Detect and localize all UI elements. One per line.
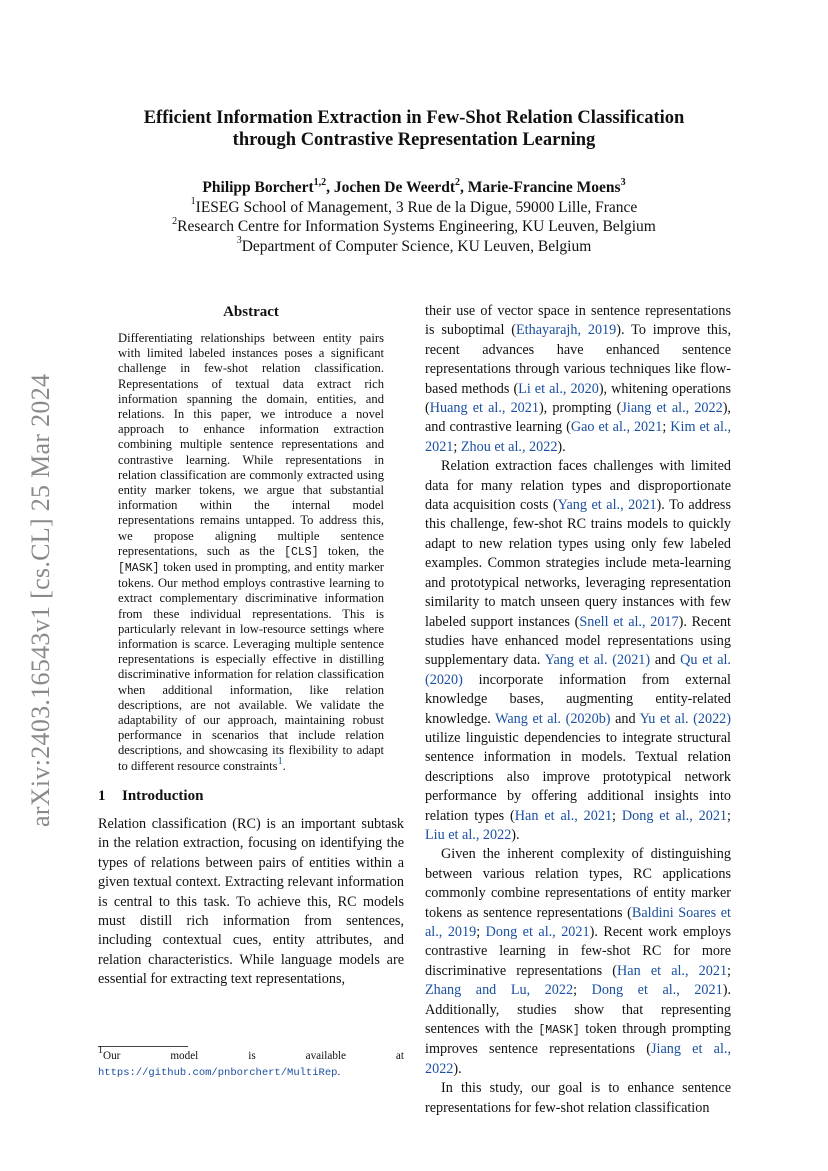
citation-link[interactable]: Li et al., 2020 [518,380,599,397]
author-2-affil: 2 [455,176,461,188]
intro-paragraph-1: Relation classification (RC) is an important subtask in the relation extraction, focusing on identifying the types of relations between pairs of entities within a given textual context. Extracting relevant information is central to this task. To achieve this, RC models must distill rich information from sentences, including contextual cues, entity attributes, and relation characteristics. While language models are essential for extracting text representations, [98,815,404,988]
abstract-heading: Abstract [223,304,279,320]
author-1-affil: 1,2 [313,176,327,188]
citation-link[interactable]: Gao et al., 2021 [570,419,663,436]
left-column [98,302,404,990]
footnote-divider [98,1046,188,1047]
footnote-mark: 1 [98,1045,103,1057]
right-column [425,302,731,1118]
citation-link[interactable]: Kim et al., 2021 [425,419,731,455]
author-3: Marie-Francine Moens [467,179,621,196]
right-paragraph-4: In this study, our goal is to enhance sentence representations for few-shot relation classification [425,1080,731,1116]
citation-link[interactable]: Zhang and Lu, 2022 [425,982,574,999]
citation-link[interactable]: Dong et al., 2021 [591,982,723,999]
citation-link[interactable]: Yang et al. (2021) [544,652,651,669]
citation-link[interactable]: Baldini Soares et al., 2019 [425,904,731,940]
citation-link[interactable]: Han et al., 2021 [617,962,728,979]
right-paragraph-2: Relation extraction faces challenges with limited data for many relation types and disproportionate data acquisition costs (Yang et al., 2021). To address this challenge, few-shot RC trains models to quickly adapt to new relation types using only few labeled examples. Common strategies include meta-learning and prototypical networks, leveraging representation similarity to match unseen query instances with few labeled support instances (Snell et al., 2017). Recent studies have enhanced model representations using supplementary data. Yang et al. (2021) and Qu et al. (2020) incorporate information from external knowledge bases, augmenting entity-related knowledge. Wang et al. (2020b) and Yu et al. (2022) utilize linguistic dependencies to integrate structural sentence information in models. Textual relation descriptions also improve prototypical network performance by offering additional insights into relation types (Han et al., 2021; Dong et al., 2021; Liu et al., 2022). [425,458,731,843]
abstract-text: Differentiating relationships between entity pairs with limited labeled instances poses a significant challenge in few-shot relation classification. Representations of textual data extract rich information spanning the domain, entities, and relations. In this paper, we introduce a novel approach to enhance information extraction combining multiple sentence representations and contrastive learning. While representations in relation classification are commonly extracted using entity marker tokens, we argue that substantial information within the internal model representations remains untapped. To address this, we propose aligning multiple sentence representations, such as the [CLS] token, the [MASK] token used in prompting, and entity marker tokens. Our method employs contrastive learning to extract complementary discriminative information from these individual representations. This is particularly relevant in low-resource settings where information is scarce. Leveraging multiple sentence representations is especially effective in distilling discriminative information for relation classification when additional information, like relation descriptions, are not available. We validate the adaptability of our approach, maintaining robust performance in scenarios that include relation descriptions, and showcasing its flexibility to adapt to different resource constraints$^1$. [118,331,384,773]
affiliation-3: $^3$Department of Computer Science, KU Leuven, Belgium [236,235,592,255]
citation-link[interactable]: Jiang et al., 2022 [621,400,723,417]
citation-link[interactable]: Snell et al., 2017 [579,613,679,630]
citation-link[interactable]: Jiang et al., 2022 [425,1041,731,1077]
section-heading-introduction: 1 Introduction [98,787,204,804]
citation-link[interactable]: Liu et al., 2022 [425,826,512,843]
footnote-ref[interactable]: 1 [277,755,283,767]
author-1: Philipp Borchert [202,179,314,196]
citation-link[interactable]: Huang et al., 2021 [429,400,539,417]
citation-link[interactable]: Dong et al., 2021 [485,924,590,940]
paper-title-line-2: through Contrastive Representation Learning [232,130,596,150]
cls-token: [CLS] [284,545,319,559]
author-2: Jochen De Weerdt [333,179,456,196]
arxiv-identifier: arXiv:2403.16543v1 [cs.CL] 25 Mar 2024 [26,373,55,827]
citation-link[interactable]: Ethayarajh, 2019 [516,322,617,339]
paper-title-line-1: Efficient Information Extraction in Few-Shot Relation Classification [143,108,685,128]
mask-token: [MASK] [538,1024,580,1038]
citation-link[interactable]: Zhou et al., 2022 [460,438,558,455]
citation-link[interactable]: Yu et al. (2022) [639,710,731,727]
right-paragraph-1: their use of vector space in sentence representations is suboptimal (Ethayarajh, 2019). To improve this, recent advances have enhanced sentence representations through various techniques like flow-based methods (Li et al., 2020), whitening operations (Huang et al., 2021), prompting (Jiang et al., 2022), and contrastive learning (Gao et al., 2021; Kim et al., 2021; Zhou et al., 2022). [425,303,731,455]
right-paragraph-3: Given the inherent complexity of distinguishing between various relation types, RC applications commonly combine representations of entity marker tokens as sentence representations (Baldini Soares et al., 2019; Dong et al., 2021). Recent work employs contrastive learning in few-shot RC for more discriminative representations (Han et al., 2021; Zhang and Lu, 2022; Dong et al., 2021). Additionally, studies show that representing sentences with the [MASK] token through prompting improves sentence representations (Jiang et al., 2022). [425,846,731,1077]
citation-link[interactable]: Wang et al. (2020b) [495,710,611,727]
footnote: $^1$Our model is available at https://github.com/pnborchert/MultiRep. [98,1045,404,1079]
mask-token: [MASK] [118,562,160,576]
footnote-url-link[interactable]: https://github.com/pnborchert/MultiRep [98,1066,338,1079]
citation-link[interactable]: Han et al., 2021 [514,807,613,824]
affiliation-1: $^1$IESEG School of Management, 3 Rue de la Digue, 59000 Lille, France [190,196,638,216]
title-block [100,107,728,151]
author-3-affil: 3 [620,176,626,188]
citation-link[interactable]: Yang et al., 2021 [557,497,657,514]
citation-link[interactable]: Qu et al. (2020) [425,652,731,688]
author-names: Philipp Borchert$^{1,2}$, Jochen De Weerdt$^2$, Marie-Francine Moens$^3$ [202,176,626,196]
citation-link[interactable]: Dong et al., 2021 [621,807,728,824]
author-block [100,178,728,256]
affiliation-2: $^2$Research Centre for Information Systems Engineering, KU Leuven, Belgium [172,215,656,235]
